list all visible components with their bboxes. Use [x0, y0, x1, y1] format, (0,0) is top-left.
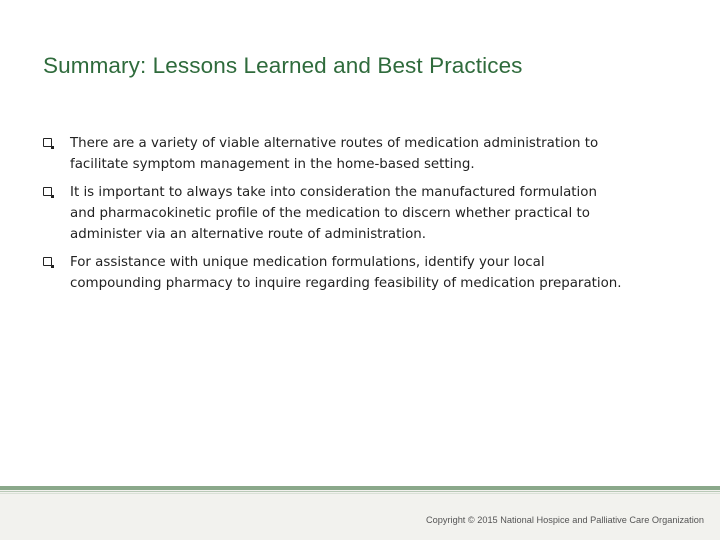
square-bullet-icon — [43, 257, 52, 266]
square-bullet-icon — [43, 187, 52, 196]
bullet-2-line-1: It is important to always take into consideration the manufactured formulation — [70, 185, 597, 200]
bullet-1-line-2: facilitate symptom management in the home-based setting. — [70, 157, 475, 172]
bullet-item-2 — [42, 182, 692, 245]
footer-divider-thin — [0, 491, 720, 492]
slide-title: Summary: Lessons Learned and Best Practices — [43, 53, 523, 78]
bullet-3-line-2: compounding pharmacy to inquire regarding feasibility of medication preparation. — [70, 276, 622, 291]
bullet-item-1 — [42, 133, 692, 175]
copyright-notice: Copyright © 2015 National Hospice and Palliative Care Organization — [426, 515, 704, 525]
bullet-2-line-3: administer via an alternative route of administration. — [70, 227, 427, 242]
bullet-item-3 — [42, 252, 692, 294]
footer-band — [0, 486, 720, 540]
square-bullet-icon — [43, 138, 52, 147]
footer-divider-soft — [0, 493, 720, 494]
bullet-1-line-1: There are a variety of viable alternative routes of medication administration to — [70, 136, 599, 151]
bullet-3-line-1: For assistance with unique medication formulations, identify your local — [70, 255, 545, 270]
bullet-2-line-2: and pharmacokinetic profile of the medication to discern whether practical to — [70, 206, 590, 221]
footer-divider-thick — [0, 486, 720, 490]
bullet-list — [42, 133, 692, 301]
